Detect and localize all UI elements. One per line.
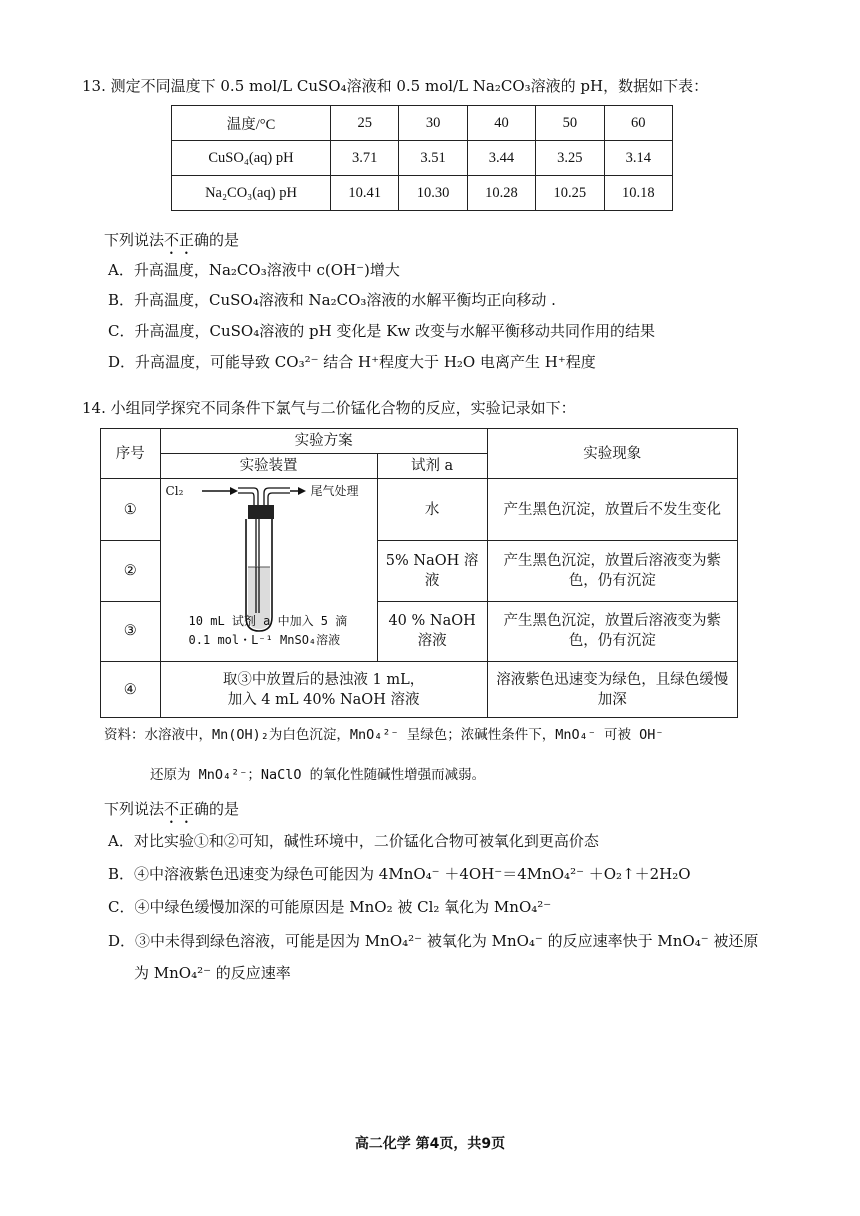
- table-cell: 30: [399, 106, 467, 141]
- table-cell: 3.71: [331, 141, 399, 176]
- q14-option-c: C．④中绿色缓慢加深的可能原因是 MnO₂ 被 Cl₂ 氧化为 MnO₄²⁻: [108, 898, 552, 916]
- table-cell: 10.41: [331, 176, 399, 211]
- row-reagent: 40 % NaOH 溶液: [377, 601, 487, 661]
- table-cell: 3.51: [399, 141, 467, 176]
- device-note: 10 mL 试剂 a 中加入 5 滴: [188, 614, 348, 628]
- header-reagent: 试剂 a: [377, 454, 487, 479]
- q14-option-d-cont: 为 MnO₄²⁻ 的反应速率: [134, 964, 291, 982]
- row-reagent: 5% NaOH 溶液: [377, 541, 487, 601]
- page-footer: 高二化学 第4页，共9页: [354, 1136, 506, 1152]
- q14-prompt: [104, 798, 239, 827]
- header-device: 实验装置: [160, 454, 377, 479]
- row-plan: [160, 662, 487, 718]
- arrow-head: [298, 487, 306, 495]
- q14-info-line1: 资料：水溶液中，Mn(OH)₂为白色沉淀，MnO₄²⁻ 呈绿色；浓碱性条件下，MnO₄⁻ 可被 OH⁻: [104, 727, 664, 743]
- q14-experiment-table: [100, 428, 738, 718]
- header-phenomenon: 实验现象: [487, 429, 737, 479]
- table-header-row: [172, 106, 673, 141]
- apparatus-cell: [160, 479, 377, 662]
- q14-option-a: A．对比实验①和②可知，碱性环境中，二价锰化合物可被氧化到更高价态: [108, 832, 599, 850]
- prompt-emphasis: 不正: [164, 800, 195, 818]
- table-cell: 40: [467, 106, 535, 141]
- row-phenomenon: 产生黑色沉淀，放置后不发生变化: [487, 479, 737, 541]
- row-phenomenon: 产生黑色沉淀，放置后溶液变为紫色，仍有沉淀: [487, 541, 737, 601]
- row-phenomenon: 产生黑色沉淀，放置后溶液变为紫色，仍有沉淀: [487, 601, 737, 661]
- table-cell: 10.30: [399, 176, 467, 211]
- table-cell: 10.18: [604, 176, 672, 211]
- q14-option-d: D．③中未得到绿色溶液，可能是因为 MnO₄²⁻ 被氧化为 MnO₄⁻ 的反应速率快于 MnO₄⁻ 被还原: [108, 932, 759, 950]
- q14-stem: 14. 小组同学探究不同条件下氯气与二价锰化合物的反应，实验记录如下：: [82, 399, 576, 417]
- cl2-label: Cl₂: [165, 484, 184, 498]
- q13-option-a: A．升高温度，Na₂CO₃溶液中 c(OH⁻)增大: [108, 261, 400, 279]
- table-cell: 温度/°C: [172, 106, 331, 141]
- q14-info-line2: 还原为 MnO₄²⁻；NaClO 的氧化性随碱性增强而减弱。: [150, 767, 486, 783]
- row-no: ①: [101, 479, 161, 541]
- table-row: [101, 479, 738, 541]
- prompt-emphasis: 不正: [164, 231, 195, 249]
- q13-option-d: D．升高温度，可能导致 CO₃²⁻ 结合 H⁺程度大于 H₂O 电离产生 H⁺程度: [108, 353, 596, 371]
- arrow-head: [230, 487, 238, 495]
- q13-prompt: [104, 229, 239, 258]
- table-cell: 10.28: [467, 176, 535, 211]
- table-cell: 3.25: [536, 141, 604, 176]
- table-header-row: [101, 429, 738, 454]
- q13-option-c: C．升高温度，CuSO₄溶液的 pH 变化是 Kw 改变与水解平衡移动共同作用的结果: [108, 322, 656, 340]
- q13-stem: 13. 测定不同温度下 0.5 mol/L CuSO₄溶液和 0.5 mol/L Na₂CO₃溶液的 pH，数据如下表：: [82, 77, 709, 95]
- row-phenomenon: 溶液紫色迅速变为绿色，且绿色缓慢加深: [487, 662, 737, 718]
- prompt-text: 下列说法: [104, 231, 165, 249]
- prompt-text: 确的是: [194, 800, 240, 818]
- table-cell: 3.44: [467, 141, 535, 176]
- table-cell: Na₂CO₃(aq) pH: [172, 176, 331, 211]
- tail-gas-label: 尾气处理: [310, 484, 359, 498]
- row-no: ④: [101, 662, 161, 718]
- row-no: ③: [101, 601, 161, 661]
- table-cell: 3.14: [604, 141, 672, 176]
- table-row: [172, 141, 673, 176]
- table-row: [101, 662, 738, 718]
- table-cell: 25: [331, 106, 399, 141]
- plan-line: 加入 4 mL 40% NaOH 溶液: [227, 691, 420, 708]
- header-plan: 实验方案: [160, 429, 487, 454]
- q13-ph-table: [171, 105, 673, 211]
- table-cell: 60: [604, 106, 672, 141]
- prompt-text: 下列说法: [104, 800, 165, 818]
- table-row: [172, 176, 673, 211]
- table-cell: 50: [536, 106, 604, 141]
- q14-option-b: B．④中溶液紫色迅速变为绿色可能因为 4MnO₄⁻ ＋4OH⁻＝4MnO₄²⁻ ＋O₂↑＋2H₂O: [108, 865, 691, 883]
- table-cell: 10.25: [536, 176, 604, 211]
- device-note: 0.1 mol・L⁻¹ MnSO₄溶液: [188, 633, 341, 647]
- header-no: 序号: [101, 429, 161, 479]
- row-no: ②: [101, 541, 161, 601]
- row-reagent: 水: [377, 479, 487, 541]
- q13-option-b: B．升高温度，CuSO₄溶液和 Na₂CO₃溶液的水解平衡均正向移动 .: [108, 291, 556, 309]
- table-cell: CuSO₄(aq) pH: [172, 141, 331, 176]
- plan-line: 取③中放置后的悬浊液 1 mL，: [222, 671, 425, 688]
- prompt-text: 确的是: [194, 231, 240, 249]
- rubber-stopper: [248, 505, 274, 519]
